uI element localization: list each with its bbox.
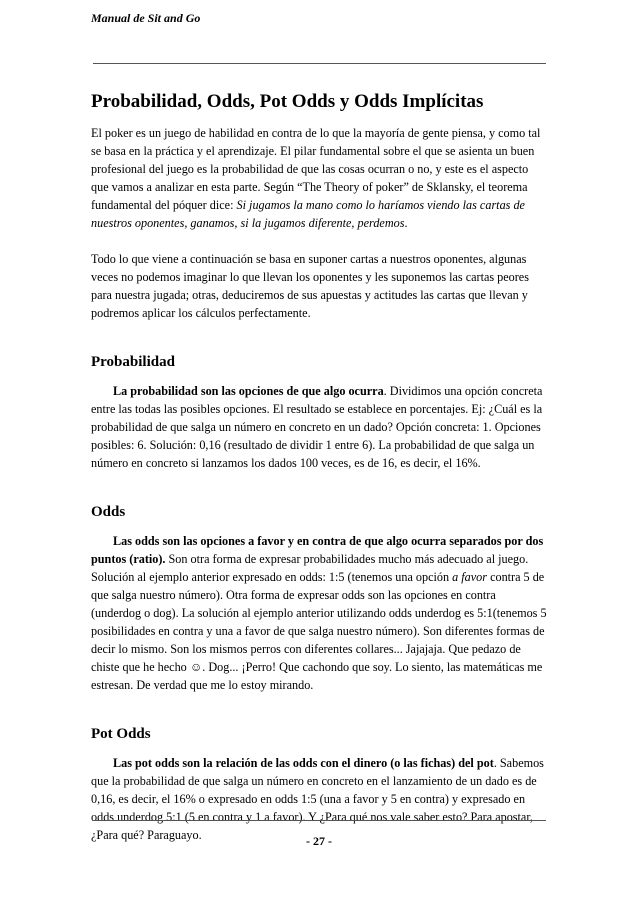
page-number: - 27 - bbox=[306, 834, 332, 848]
odds-italic: a favor bbox=[452, 570, 488, 584]
pot-odds-text: . Sabemos que la probabilidad de que salga un número en concreto en el lanzamiento de un dado es de 0,16, es decir, el 16% o expresado en odds 1:5 (una a favor y 5 en contra) y expresado en odds underdog 5:1 (5 en contra y 1 a favor). Y ¿Para qué nos vale saber esto? Para apostar, ¿Para qué? Paraguayo. bbox=[91, 756, 544, 842]
odds-paragraph bbox=[91, 532, 547, 694]
pot-odds-definition: Las pot odds son la relación de las odds con el dinero (o las fichas) del pot bbox=[113, 756, 494, 770]
section-heading-pot-odds: Pot Odds bbox=[91, 726, 151, 742]
section-heading-odds: Odds bbox=[91, 504, 126, 520]
intro-text: El poker es un juego de habilidad en contra de lo que la mayoría de gente piensa, y como tal se basa en la práctica y el aprendizaje. El pilar fundamental sobre el que se asienta un buen profesional del juego es la probabilidad de que las cosas ocurran o no, y este es el aspecto que vamos a analizar en esta parte. Según “The Theory of poker” de Sklansky, el teorema fundamental del póquer dice: bbox=[91, 126, 541, 212]
intro-text-end: . bbox=[404, 216, 408, 230]
theorem-quote: Si jugamos la mano como lo haríamos viendo las cartas de nuestros oponentes, ganamos, si la jugamos diferente, perdemos bbox=[91, 198, 525, 230]
odds-text-1: Son otra forma de expresar probabilidades mucho más adecuado al juego. Solución al ejemplo anterior expresado en odds: 1:5 (tenemos una opción bbox=[91, 552, 529, 584]
section-heading-probabilidad: Probabilidad bbox=[91, 354, 175, 370]
intro-paragraph-2: Todo lo que viene a continuación se basa en suponer cartas a nuestros oponentes, algunas veces no podemos imaginar lo que llevan los oponentes y les suponemos las cartas peores para nuestra jugada; otras, deduciremos de sus apuestas y actitudes las cartas que llevan y podremos aplicar los cálculos perfectamente. bbox=[91, 252, 529, 320]
page-content bbox=[91, 90, 547, 844]
main-title: Probabilidad, Odds, Pot Odds y Odds Implícitas bbox=[91, 91, 484, 112]
running-header: Manual de Sit and Go bbox=[91, 11, 201, 25]
pot-odds-paragraph bbox=[91, 754, 547, 844]
intro-paragraph-1 bbox=[91, 124, 547, 232]
odds-definition: Las odds son las opciones a favor y en contra de que algo ocurra separados por dos puntos (ratio). bbox=[91, 534, 544, 566]
footer-rule bbox=[93, 820, 546, 821]
probabilidad-paragraph bbox=[91, 382, 547, 472]
probabilidad-text: . Dividimos una opción concreta entre las todas las posibles opciones. El resultado se establece en porcentajes. Ej: ¿Cuál es la probabilidad de que salga un número en concreto en un dado? Opción concreta: 1. Opciones posibles: 6. Solución: 0,16 (resultado de dividir 1 entre 6). La probabilidad de que salga un número en concreto si lanzamos los dados 100 veces, es de 16, es decir, el 16%. bbox=[91, 384, 543, 470]
probabilidad-definition: La probabilidad son las opciones de que algo ocurra bbox=[113, 384, 384, 398]
header-rule bbox=[93, 63, 546, 64]
odds-text-2: contra 5 de que salga nuestro número). Otra forma de expresar odds son las opciones en contra (underdog o dog). La solución al ejemplo anterior utilizando odds underdog es 5:1(tenemos 5 posibilidades en contra y una a favor de que salga nuestro número). Son diferentes formas de decir lo mismo. Son los mismos perros con diferentes collares... Jajajaja. Que pedazo de chiste que he hecho ☺. Dog... ¡Perro! Que cachondo que soy. Lo siento, las matemáticas me estresan. De verdad que me lo estoy mirando. bbox=[91, 570, 547, 692]
